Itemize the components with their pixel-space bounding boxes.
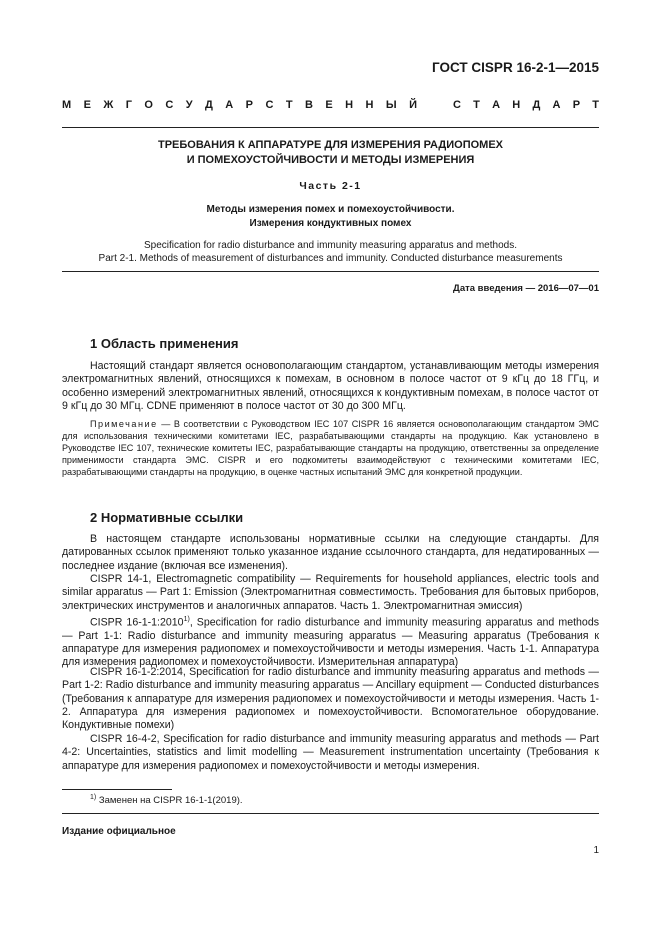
section-heading-references: 2 Нормативные ссылки: [90, 510, 244, 525]
section-heading-scope: 1 Область применения: [90, 336, 239, 351]
scope-note: [62, 419, 599, 479]
english-title-line: Part 2-1. Methods of measurement of disturbances and immunity. Conducted disturbance measurements: [98, 253, 563, 264]
reference-item: CISPR 16-4-2, Specification for radio disturbance and immunity measuring apparatus and methods — Part 4-2: Uncertainties, statistics and limit modelling — Measurement instrumentation uncertainty (Требования к аппаратуре для измерения радиопомех и помехоустойчивости и методы измерения.: [62, 733, 599, 772]
banner-letter: Ы: [385, 99, 397, 111]
introduction-date: Дата введения — 2016—07—01: [453, 283, 599, 294]
banner-letter: Е: [83, 99, 91, 111]
banner-letter: Й: [409, 99, 417, 111]
reference-item: CISPR 14-1, Electromagnetic compatibility — Requirements for household appliances, electric tools and similar apparatus — Part 1: Emission (Электромагнитная совместимость. Требования для бытовых приборов, электрических инструментов и аналогичных аппаратов. Часть 1. Электромагнитная эмиссия): [62, 573, 599, 612]
banner-letter: Т: [285, 99, 293, 111]
subtitle-line: Измерения кондуктивных помех: [249, 218, 412, 229]
banner-letter: Е: [325, 99, 333, 111]
footnote-text: Заменен на CISPR 16-1-1(2019).: [96, 795, 243, 807]
header-rule: [62, 127, 599, 128]
banner-letter: С: [265, 99, 274, 111]
page-number: 1: [593, 845, 599, 856]
banner-letter: А: [492, 99, 501, 111]
banner-letter: Д: [205, 99, 213, 111]
banner-letter: Г: [125, 99, 132, 111]
footnote-mark: 1): [90, 794, 97, 801]
banner-letter: С: [165, 99, 174, 111]
banner-letter: Д: [532, 99, 541, 111]
part-number: Часть 2-1: [299, 180, 362, 192]
title-russian: [62, 138, 599, 168]
reference-item: [62, 613, 599, 670]
footer-rule: [62, 813, 599, 814]
scope-paragraph: Настоящий стандарт является основополагающим стандартом, устанавливающим методы измерения электромагнитных явлений, относящихся к помехам, в основном в полосе частот от 9 кГц до 18 ГГц, и особенно измерений электромагнитных явлений, относящихся к кондуктивным помехам, в полосе частот от 9 кГц до 30 МГц. CDNE применяют в полосе частот от 30 до 300 МГц.: [62, 360, 599, 412]
title-rule: [62, 271, 599, 272]
banner-letter: Ж: [103, 99, 114, 111]
banner-letter: Т: [592, 99, 599, 111]
banner-letter: Т: [473, 99, 480, 111]
footnote-mark: 1): [183, 616, 190, 623]
references-intro: В настоящем стандарте использованы нормативные ссылки на следующие стандарты. Для датированных ссылок применяют только указанное издание ссылочного стандарта, для недатированных — последнее издание (включая все изменения).: [62, 533, 599, 572]
footnote: [90, 794, 243, 806]
banner-letter: А: [225, 99, 234, 111]
banner-letter: А: [552, 99, 561, 111]
note-label: Примечание: [90, 419, 158, 429]
official-edition-label: Издание официальное: [62, 826, 176, 837]
title-line: И ПОМЕХОУСТОЙЧИВОСТИ И МЕТОДЫ ИЗМЕРЕНИЯ: [186, 154, 475, 166]
banner-letter: Р: [245, 99, 254, 111]
banner-letter: О: [144, 99, 153, 111]
subtitle-russian: [62, 203, 599, 231]
reference-text: , Specification for radio disturbance and immunity measuring apparatus and methods — Part 1-1: Radio disturbance and immunity measuring apparatus — Measuring apparatus (Требования к аппаратуре для измерения радиопомех и помехоустойчивости и методы измерения. Часть 1-1. Аппаратура для измерения радиопомех и помехоустойчивости. Измерительная аппаратура): [62, 616, 600, 669]
title-english: [62, 239, 599, 265]
reference-item: CISPR 16-1-2:2014, Specification for radio disturbance and immunity measuring apparatus and methods — Part 1-2: Radio disturbance and immunity measuring apparatus — Ancillary equipment — Conducted disturbances (Требования к аппаратуре для измерения радиопомех и помехоустойчивости и методы измерения. Часть 1-2. Аппаратура для измерения радиопомех и помехоустойчивости. Вспомогательное оборудование. Кондуктивные помехи): [62, 666, 599, 732]
banner-letter: Н: [345, 99, 354, 111]
banner-letter: Р: [572, 99, 581, 111]
interstate-word: [62, 99, 417, 111]
banner-letter: У: [185, 99, 193, 111]
banner-letter: С: [453, 99, 461, 111]
interstate-standard-banner: [62, 99, 599, 111]
banner-letter: Н: [512, 99, 521, 111]
title-line: ТРЕБОВАНИЯ К АППАРАТУРЕ ДЛЯ ИЗМЕРЕНИЯ РАДИОПОМЕХ: [157, 139, 503, 151]
note-text: — В соответствии с Руководством IEC 107 CISPR 16 является основополагающим стандартом ЭМС для использования техническими комитетами IEC, разрабатывающими стандарты на продукцию. Как установлено в Руководстве IEC 107, технические комитеты IEC, разрабатывающие стандарты на продукцию, ответственны за определение применимости стандарта ЭМС. CISPR и его подкомитеты взаимодействуют с техническими комитетами IEC, разрабатывающими стандарты на продукцию, в оценке частных испытаний ЭМС для конкретной продукции.: [62, 419, 599, 477]
banner-letter: Н: [365, 99, 374, 111]
reference-code: CISPR 16-1-1:2010: [90, 616, 184, 629]
footnote-rule: [62, 789, 172, 790]
subtitle-line: Методы измерения помех и помехоустойчивости.: [206, 204, 455, 215]
banner-letter: М: [62, 99, 72, 111]
english-title-line: Specification for radio disturbance and immunity measuring apparatus and methods.: [144, 240, 517, 251]
document-code: ГОСТ CISPR 16-2-1—2015: [432, 60, 599, 75]
banner-letter: В: [304, 99, 313, 111]
standard-word: [453, 99, 599, 111]
